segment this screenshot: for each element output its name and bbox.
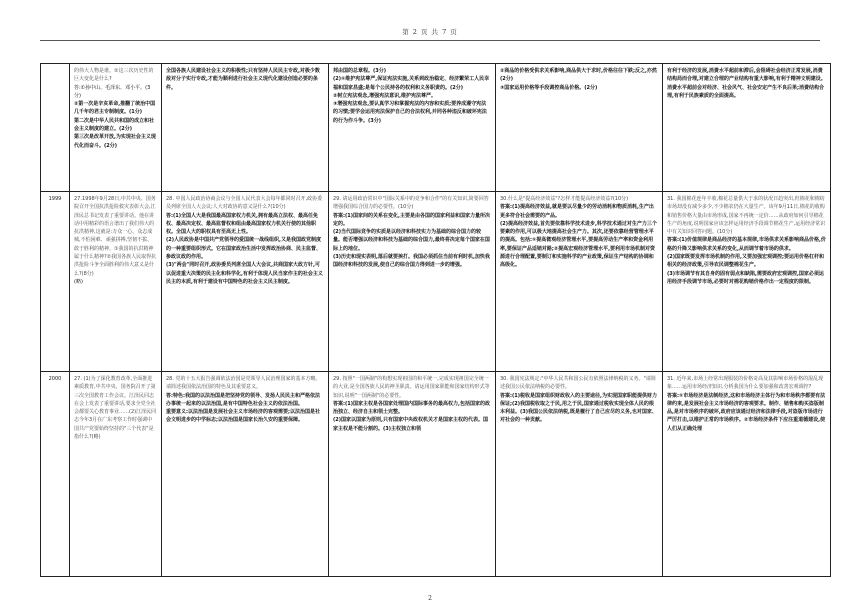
page-number: 2	[428, 595, 432, 602]
answer-text: ②第一次是辛亥革命,推翻了统治中国几千年的君主专制制度。(1分)	[74, 101, 156, 116]
question-cell	[162, 192, 329, 372]
answer-text: (3)历史和现实表明,落后就要挨打。我国必须抓住当前有利时机,加快我国经济和科技的发展,使自己的综合国力得到进一步的增强。	[333, 254, 490, 269]
answer-text: 答:特色:我国的以法治国是把坚持党的领导、发扬人民民主和严格依法办事统一起来的以法治国,是有中国特色社会主义的依法治国。	[166, 392, 321, 407]
question-text: 27. (1)为了深化教育改革,全面推进素质教育,中共中央、国务院召开了第三次全国教育工作会议。江泽民同志在会上发表了重要讲话,要求全党全社会都要关心教育事业……(2)江泽民同志今年3月在广东考察工作时强调中国共产党要始终坚持的"三个代表"是指什么?(略)	[74, 376, 157, 441]
answer-text: 全国各族人民建设社会主义的积极性;只有坚持人民民主专政,对极少数敌对分子实行专政,才能为顺利进行社会主义现代化建设创造必要的条件。	[166, 68, 320, 91]
answer-text: 第三次是改革开放,为实现社会主义现代化而奋斗。(2分)	[74, 134, 156, 149]
question-text: 30.什么是"提高经济效益"?怎样才能提高经济效益?(10分)	[500, 196, 629, 202]
answer-text: 答案:(1)国家间的关系在变化,主要是由各国的国家利益和国家力量所决定的。	[333, 212, 490, 227]
question-cell	[70, 64, 162, 192]
answer-text: (3)"两会"同时召开,政协委员列席全国人大会议,共商国家大政方针,可以促进重大决策的民主化和科学化,有利于体现人民当家作主的社会主义民主的本质,有利于建设有中国特色的社会主义民主制度。	[166, 262, 323, 285]
table-row	[41, 192, 831, 372]
answer-text: (2)提高经济效益,首先要依靠科学技术进步,科学技术通过对生产力三个要素的作用,可以极大地提高社会生产力。其次,还要依靠经营管理水平的提高。包括:①提高微观经济管理水平,要提高劳动生产率和资金利用率,要保证产品适销对路;②提高宏观经济管理水平,要利用市场机制对资源进行合理配置,要制订和实施科学的产业政策,保证生产结构的协调和高级化。	[500, 220, 657, 269]
question-cell	[329, 192, 496, 372]
answer-text: (2)国家以国家为原则,只有国家中央政权机关才是国家主权的代表。国家主权是不能分割的。(3)主权独立和领	[333, 417, 488, 432]
question-text: 29. 按照"一国两制"的构想实现祖国的和平统一,完成实现祖国完全统一的大业,是全国各族人民的神圣职责。请运用国家职能和国家结构形式等知识,说明"一国两制"的必要性。	[333, 376, 490, 399]
header-divider	[40, 40, 820, 41]
question-text: 27.1998年9月28日,中共中央、国务院召开全国抗洪抢险救灾表彰大会,江泽民总书记发表了重要讲话。他在讲话中用精彩的语言谱出了我们伟大的抗洪精神,这就是:万众一心、众志成城,不怕困难、顽强拼搏,坚韧不拔、敢于胜利的精神。①我国的抗洪精神属于什么精神?②我国各族人民取得抗洪抢险斗争全面胜利的伟大意义是什么?(8分)	[74, 196, 157, 277]
answer-text: ②树立宪法观念,增强宪法意识,维护宪法尊严。	[333, 92, 437, 99]
question-text: 31. 近年来,市场上经常出现服装的价格奇高及其影响市场价格的混乱现象……运用市场经济知识,分析我国为什么要加强和改善宏观调控?	[667, 376, 824, 391]
question-cell	[70, 192, 162, 372]
year-cell: 1999	[41, 192, 70, 372]
answer-text: ②商品的价格受供求关系影响,商品供大于求时,价格往往下跌;反之,亦然(2分)	[500, 68, 657, 83]
question-cell	[70, 372, 162, 577]
table-row	[41, 64, 831, 192]
question-text: 28. 党的十五大报告强调依法治国是党领导人民治理国家的基本方略。请简述我国依法治国的特色及其重要意义。	[166, 376, 321, 391]
answer-text: 邦由国的总章程。(3分)	[333, 68, 387, 74]
question-cell	[329, 372, 496, 577]
question-text: 29. 请运用政治常识中"国际关系中的竞争和合作"的有关知识,简要回答增强我国综合国力的必要性。(10分)	[333, 196, 489, 211]
answer-text: ③国家运用价格等手段调控商品价格。(2分)	[500, 84, 598, 91]
answer-text: (2)国家既要发挥市场机制的作用,又要加强宏观调控;要运用价格杠杆和相关的经济政策,引导农民调整棉花生产。	[667, 254, 824, 269]
answer-text: (2)当代国际竞争的实质是以经济和科技实力为基础的综合国力的较量。能否增强以经济和科技为基础的综合国力,最终将决定每个国家在国际上的地位。	[333, 229, 490, 252]
question-cell	[162, 64, 329, 192]
answer-text: 答案:(1)价值规律是商品经济的基本规律,市场供求关系影响商品价格,价格的升降又影响供求关系的变化,从而调节着市场的供求。	[667, 237, 826, 252]
answer-text: 有利于经济的发展,消费水平超前和滞后,会阻碍社会经济正常发展,消费结构局而合理,对建立合理的产业结构有重大影响,有利于精神文明建设。消费水平超前会对经济、社会风气、社会安定产生不良后果;消费结构合理,有利于民族素质的全面提高。	[667, 68, 826, 99]
answer-text: 答案:(1)国家主权是各国家处理国内国际事务的最高权力,包括国家的政治独立、经济自主和领土完整。	[333, 400, 490, 416]
answer-text: 答案:(1)提高经济效益,就是要以尽量少的劳动消耗和物质消耗,生产出更多符合社会需要的产品。	[500, 204, 654, 219]
question-cell	[162, 372, 329, 577]
question-cell	[329, 64, 496, 192]
year-cell: 2000	[41, 372, 70, 577]
question-text: 的伟大人物是谁。②这三次历史性的巨大变化是什么?	[74, 68, 154, 83]
answer-text: 重要意义:以法治国是发展社会主义市场经济的客观需要;以法治国是社会文明进步的中学标志;以法治国是国家长治久安的重要保障。	[166, 409, 321, 424]
year-cell	[41, 64, 70, 192]
answer-text: ③增强宪法观念,要认真学习和掌握宪法的内容和实质;要养成遵守宪法的习惯;要学会运用宪法保护自己的合法权利,并同各种违反和破坏宪法的行为作斗争。(3分)	[333, 101, 487, 124]
question-text: 31. 我国棉花连年丰收,棉花总量供大于求的状况日趋突出,但棉花和棉纺市场却没有减少多少,不少棉农仍在大量生产。该年9月11日,棉花的收购和销售价格大量由市场形成,国家不再统一定价……从政府如何引导棉花生产的角度,说明国家应该怎样运用经济手段调节棉花生产,运用经济常识中有关知识回答问题。(10分)	[667, 196, 826, 236]
page-header: 第 2 页 共 7 页	[402, 28, 458, 36]
answer-text: (略)	[74, 278, 83, 285]
answer-text: (3)市场调节有其自身的固有弱点和缺陷,需要政府宏观调控,国家必须运用经济手段调节市场,必要时对棉花购销价格作出一定程度的限制。	[667, 270, 824, 285]
question-cell	[496, 64, 663, 192]
answer-text: 第二次是中华人民共和国的成立和社会主义制度的建立。(2分)	[74, 117, 155, 133]
answer-text: (2)①维护宪法尊严,保证宪法实施,关系到政治稳定、经济繁荣工人民幸福和国家昌盛;是每个公民持各的权利和义务职责的。(2分)	[333, 76, 490, 91]
question-cell	[496, 372, 663, 577]
question-cell	[663, 372, 831, 577]
question-cell	[663, 192, 831, 372]
answer-text: 答:(1)全国人大是我国最高国家权力机关,拥有最高立法权、最高任免权、最高决定权、最高监督权和组由最高国家权力机关行使的其他职权。全国人大的职权具有至高无上性。	[166, 212, 318, 236]
answer-text: 答案:(1)税收是国家组织财政收入的主要途径,为实现国家职能提供财力保证;(2)我国税收取之于民,用之于民,国家通过税收实现全体人民的根本利益。(3)我国公民依法纳税,既是履行了自己应尽的义务,也对国家、对社会的一种贡献。	[500, 392, 657, 424]
answer-text: 答案:①市场经济是法制经济,这和市场经济主体行为和市场秩序都要有法律约束,是发展社会主义市场经济的客观要求。制作、销售和购买盗版制品,是对市场秩序的破坏,政府应该通过经济和法律手段,对盗版市场进行严厉打击,以维护正常的市场秩序。②市场经济条件下应注重道德建设,使人们从正确处理	[667, 392, 826, 432]
question-text: 30. 我国宪法规定:"中华人民共和国公民有依照法律纳税的义务。"请简述我国公民依法纳税的必要性。	[500, 376, 656, 391]
question-cell	[663, 64, 831, 192]
answer-text: 答:①孙中山、毛泽东、邓小平。(3分)	[74, 84, 151, 99]
exam-answer-table	[40, 63, 831, 577]
answer-text: (2)人民政协是中国共产党领导的爱国统一战线组织,又是我国政党制度的一种重要组织形式。它在国家政治生活中发挥政治协商、民主监督、参政议政的作用。	[166, 237, 322, 261]
question-text: 28. 中国人民政治协商会议与全国人民代表大会每年都同时召开,政协委员列席全国人大会议;人大对政协的意义是什么?(10分)	[166, 196, 323, 211]
table-row	[41, 372, 831, 577]
question-cell	[496, 192, 663, 372]
